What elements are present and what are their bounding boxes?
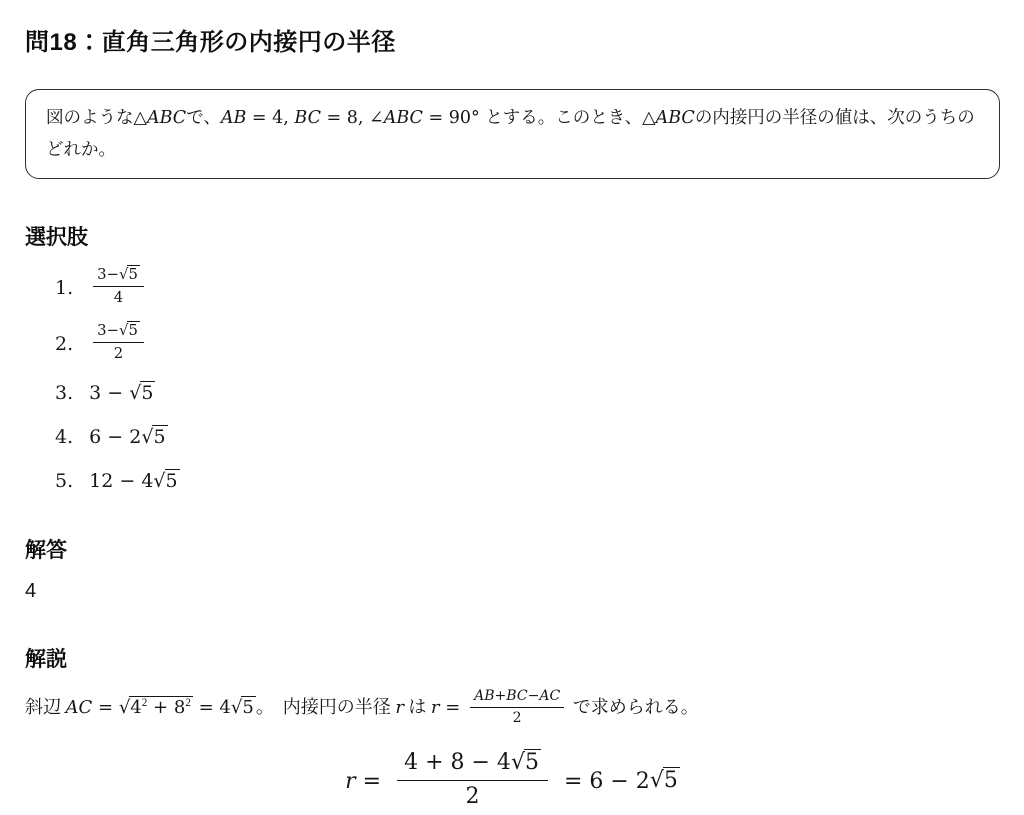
problem-box bbox=[25, 89, 1000, 179]
choice-value: 3 − √5 bbox=[89, 382, 154, 405]
choice-number: 3. bbox=[55, 382, 74, 405]
answer-heading: 解答 bbox=[25, 539, 67, 563]
sqrt-radical: √5 bbox=[649, 768, 678, 794]
sqrt-radical: √5 bbox=[129, 382, 154, 405]
sqrt-radical: √5 bbox=[230, 697, 254, 719]
sqrt-radical: √5 bbox=[141, 426, 166, 449]
display-equation: r = $\frac{4 + 8 - 4√5}{2}$ = 6 − 2√5 bbox=[345, 749, 678, 809]
choice-value bbox=[89, 267, 148, 309]
sqrt-radical: √5 bbox=[118, 266, 138, 284]
answer-section bbox=[25, 534, 1000, 603]
page-title: 問18：直角三角形の内接円の半径 bbox=[25, 29, 396, 56]
choice-item bbox=[55, 323, 1000, 365]
choice-number: 5. bbox=[55, 470, 74, 493]
choice-value: 6 − 2√5 bbox=[89, 426, 166, 449]
choices-list bbox=[25, 267, 1000, 496]
choices-heading: 選択肢 bbox=[25, 226, 88, 250]
fraction: $\frac{3-√5}{2}$ bbox=[93, 321, 144, 363]
choice-item bbox=[55, 422, 1000, 452]
fraction: $\frac{AB+BC-AC}{2}$ bbox=[470, 688, 564, 727]
sqrt-radical: √5 bbox=[153, 470, 178, 493]
fraction: $\frac{3-√5}{4}$ bbox=[93, 265, 144, 307]
choice-number: 2. bbox=[55, 332, 74, 355]
choice-item bbox=[55, 267, 1000, 309]
answer-value: 4 bbox=[25, 580, 37, 603]
sqrt-radical: √5 bbox=[118, 321, 138, 339]
fraction: $\frac{4 + 8 - 4√5}{2}$ bbox=[397, 749, 548, 811]
choice-item bbox=[55, 378, 1000, 408]
sqrt-radical: √5 bbox=[510, 749, 539, 775]
choice-item bbox=[55, 466, 1000, 496]
choice-value: 12 − 4√5 bbox=[89, 470, 178, 493]
problem-statement: 図のような△ABCで、AB = 4, BC = 8, ∠ABC = 90° とする。このとき、△ABCの内接円の半径の値は、次のうちのどれか。 bbox=[46, 107, 975, 159]
explanation-text: 斜辺 AC = $√4^2 + 8^2 = 4√5$ 。 内接円の半径 r は r = $\frac{AB+BC-AC}{2}$ で求められる。 bbox=[25, 687, 699, 726]
choice-value bbox=[89, 323, 148, 365]
explanation-heading: 解説 bbox=[25, 648, 67, 672]
explanation-section bbox=[25, 643, 1000, 812]
sqrt-radical: $√4^2 + 8^2$ bbox=[118, 697, 191, 719]
choice-number: 4. bbox=[55, 426, 74, 449]
choice-number: 1. bbox=[55, 277, 74, 300]
